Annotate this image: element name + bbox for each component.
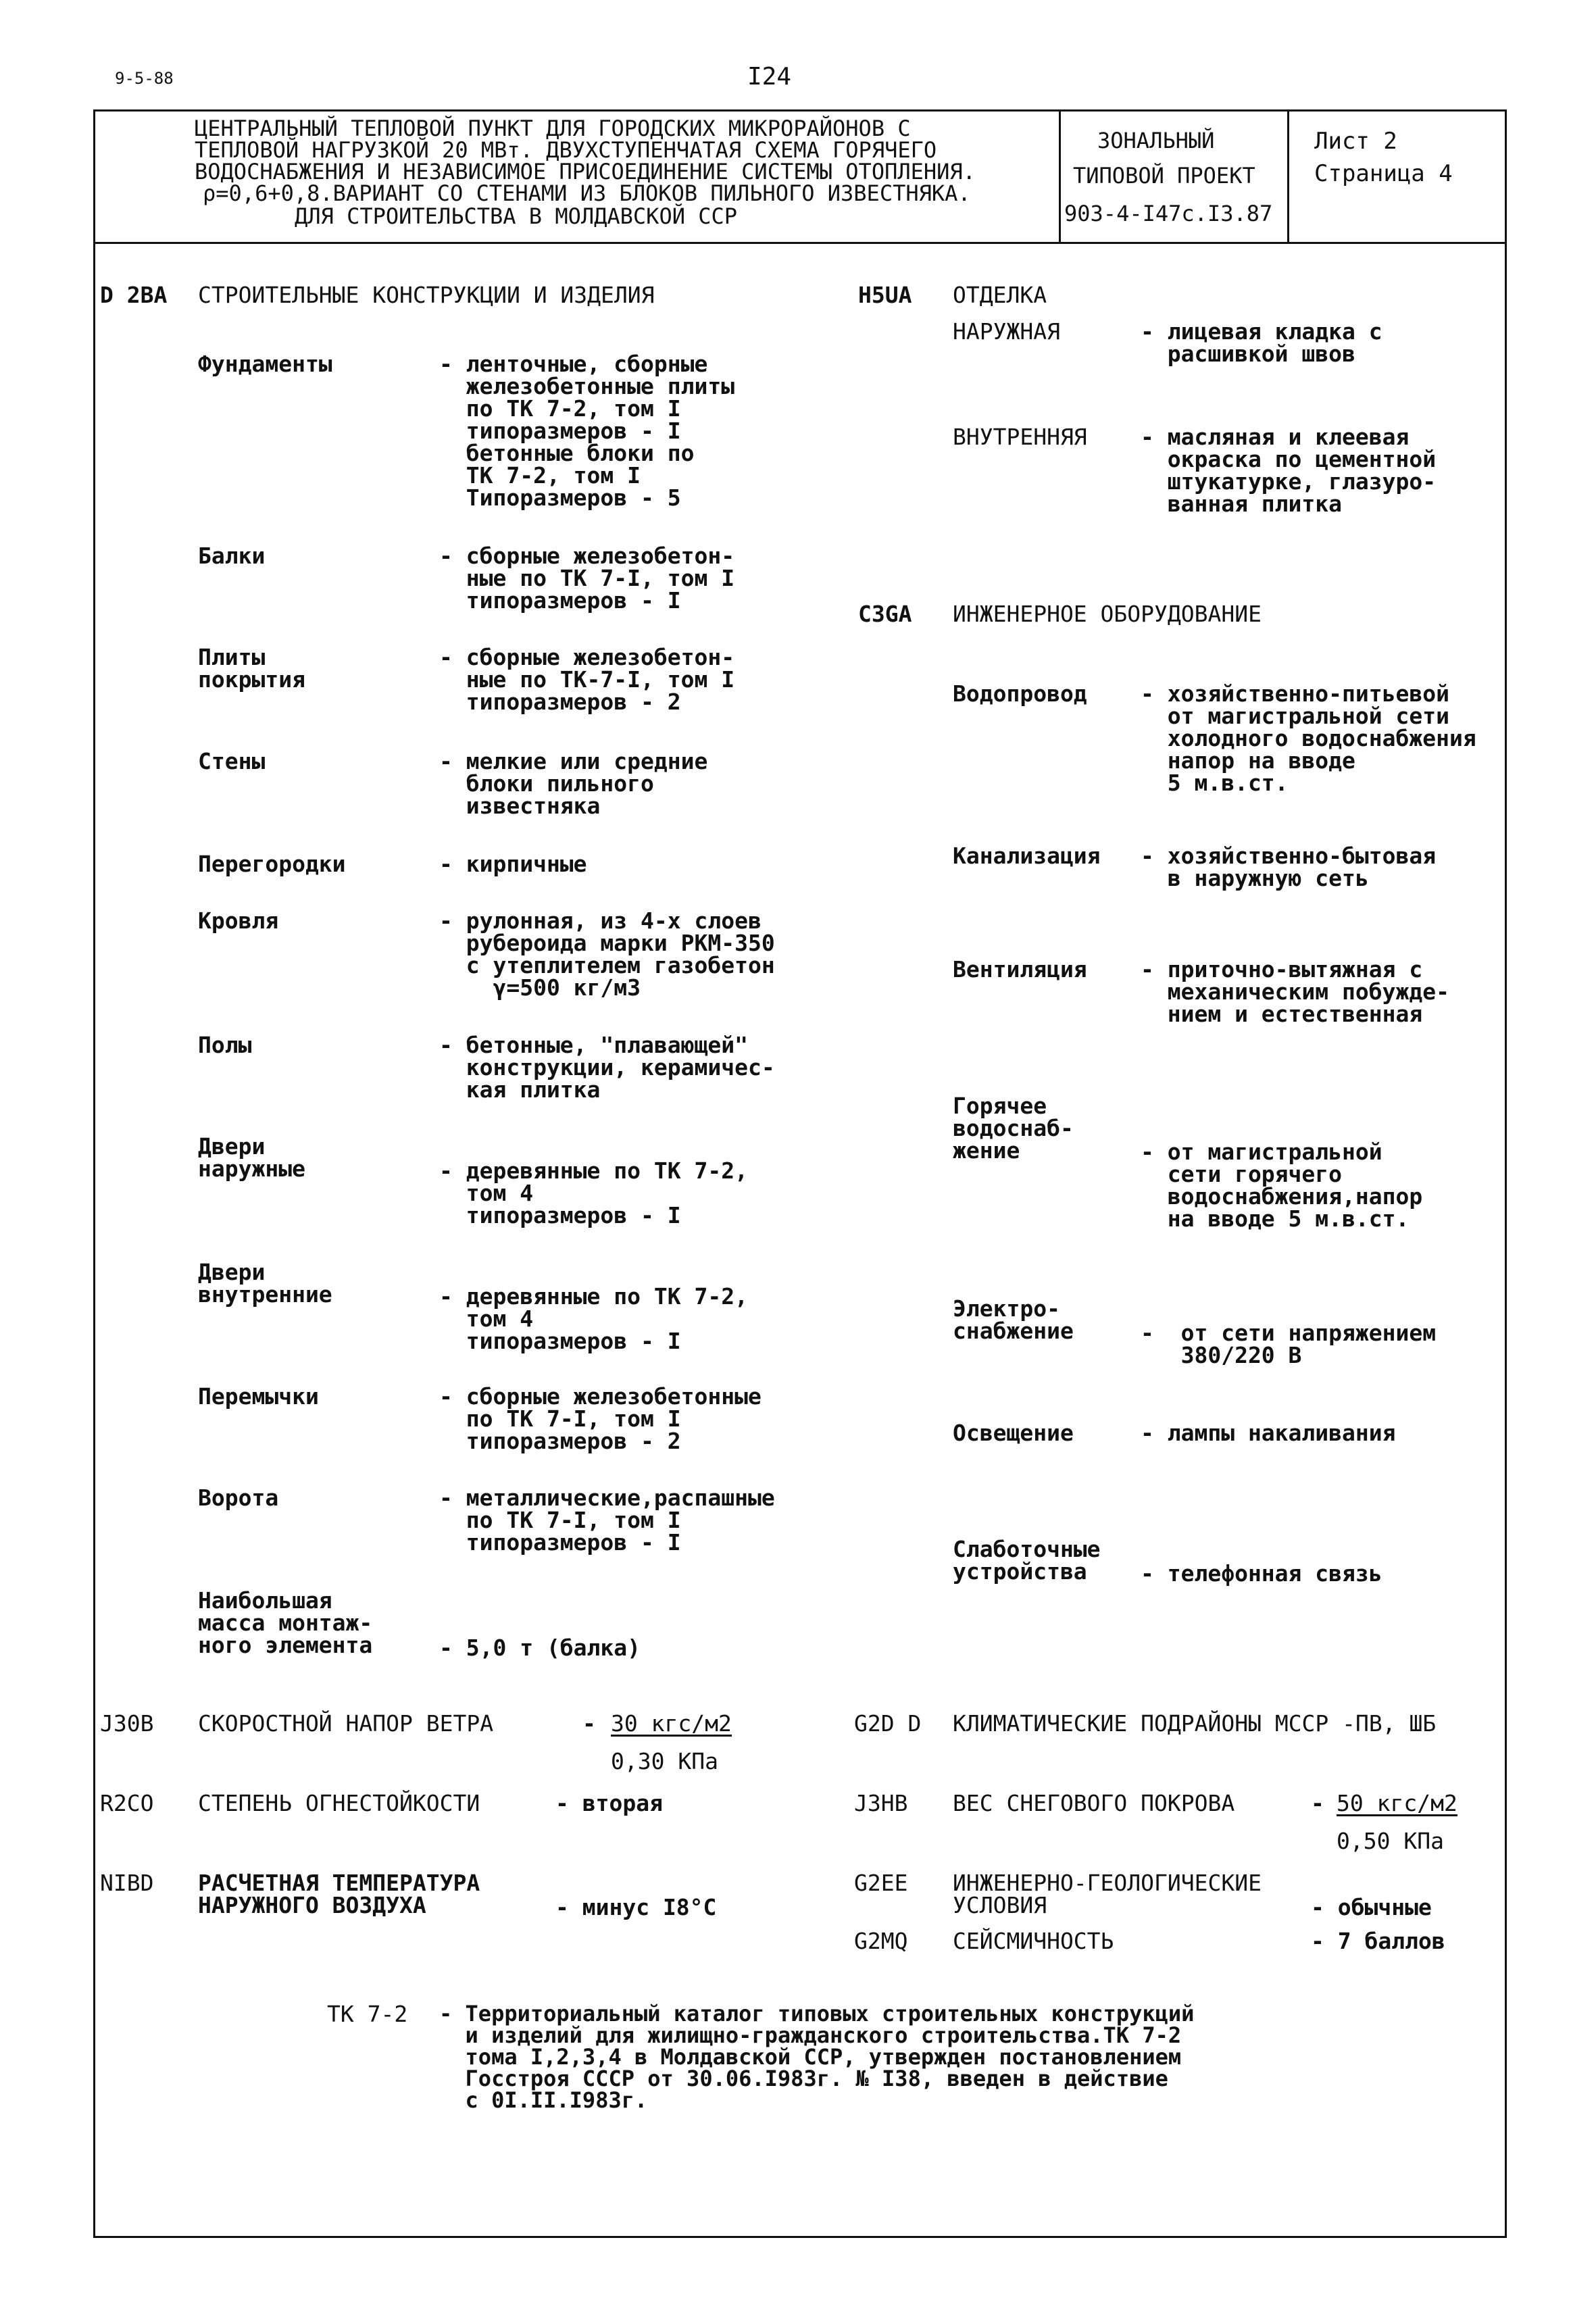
wind-dash: -: [582, 1710, 596, 1737]
ventilation-label: Вентиляция: [953, 956, 1087, 982]
partitions-label: Перегородки: [198, 851, 346, 877]
geo-value: - обычные: [1311, 1894, 1432, 1920]
title-block-divider-2: [1287, 109, 1289, 242]
hot-water-label: Горячее водоснаб- жение: [953, 1093, 1074, 1164]
low-current-label: Слаботочные устройства: [953, 1536, 1101, 1585]
gates-label: Ворота: [198, 1485, 279, 1511]
footnote-key: ТК 7-2: [327, 2001, 408, 2027]
outer-doors-label: Двери наружные: [198, 1133, 305, 1182]
finish-inner-label: ВНУТРЕННЯЯ: [953, 424, 1087, 450]
title-block-divider-1: [1059, 109, 1061, 242]
geo-label: ИНЖЕНЕРНО-ГЕОЛОГИЧЕСКИЕ УСЛОВИЯ: [953, 1870, 1262, 1918]
project-number: 903-4-I47с.I3.87: [1064, 201, 1273, 226]
snow-value-top: 50 кгс/м2: [1337, 1790, 1457, 1816]
walls-value: - мелкие или средние блоки пильного известняка: [439, 748, 708, 819]
floors-value: - бетонные, "плавающей" конструкции, керамичес- кая плитка: [439, 1032, 775, 1103]
sewerage-value: - хозяйственно-бытовая в наружную сеть: [1141, 843, 1437, 891]
water-supply-value: - хозяйственно-питьевой от магистральной сети холодного водоснабжения напор на вводе 5 м.в.ст.: [1141, 680, 1476, 796]
title-line-4: ρ=0,6+0,8.ВАРИАНТ СО СТЕНАМИ ИЗ БЛОКОВ ПИЛЬНОГО ИЗВЕСТНЯКА.: [203, 180, 971, 206]
walls-label: Стены: [198, 748, 266, 774]
title-line-3: ВОДОСНАБЖЕНИЯ И НЕЗАВИСИМОЕ ПРИСОЕДИНЕНИЕ СИСТЕМЫ ОТОПЛЕНИЯ.: [195, 159, 976, 184]
equipment-title: ИНЖЕНЕРНОЕ ОБОРУДОВАНИЕ: [953, 601, 1262, 627]
snow-label: ВЕС СНЕГОВОГО ПОКРОВА: [953, 1790, 1235, 1816]
slabs-value: - сборные железобетон- ные по ТК-7-I, том I типоразмеров - 2: [439, 644, 735, 715]
construction-code: D 2BA: [100, 282, 168, 308]
power-supply-value: - от сети напряжением 380/220 В: [1141, 1320, 1437, 1368]
fire-code: R2CO: [100, 1790, 154, 1816]
wind-value-top: 30 кгс/м2: [611, 1710, 732, 1737]
project-type: ТИПОВОЙ ПРОЕКТ: [1073, 163, 1255, 189]
power-supply-label: Электро- снабжение: [953, 1295, 1074, 1344]
title-line-2: ТЕПЛОВОЙ НАГРУЗКОЙ 20 МВт. ДВУХСТУПЕНЧАТАЯ СХЕМА ГОРЯЧЕГО: [195, 137, 937, 163]
hot-water-value: - от магистральной сети горячего водоснабжения,напор на вводе 5 м.в.ст.: [1141, 1139, 1423, 1232]
title-block-bottom-rule: [93, 242, 1507, 244]
finish-inner-value: - масляная и клеевая окраска по цементной штукатурке, глазуро- ванная плитка: [1141, 424, 1437, 517]
lighting-label: Освещение: [953, 1420, 1074, 1446]
foundations-value: - ленточные, сборные железобетонные плиты по ТК 7-2, том I типоразмеров - I бетонные блоки по ТК 7-2, том I Типоразмеров - 5: [439, 351, 735, 511]
fire-label: СТЕПЕНЬ ОГНЕСТОЙКОСТИ: [198, 1790, 480, 1816]
low-current-value: - телефонная связь: [1141, 1560, 1382, 1587]
equipment-code: C3GA: [858, 601, 912, 627]
temp-code: NIBD: [100, 1870, 154, 1896]
lintels-label: Перемычки: [198, 1383, 319, 1410]
snow-dash: -: [1311, 1790, 1324, 1816]
title-line-5: ДЛЯ СТРОИТЕЛЬСТВА В МОЛДАВСКОЙ ССР: [295, 203, 738, 229]
temp-label: РАСЧЕТНАЯ ТЕМПЕРАТУРА НАРУЖНОГО ВОЗДУХА: [198, 1870, 480, 1918]
wind-label: СКОРОСТНОЙ НАПОР ВЕТРА: [198, 1710, 494, 1737]
slabs-label: Плиты покрытия: [198, 644, 305, 693]
ventilation-value: - приточно-вытяжная с механическим побужде- нием и естественная: [1141, 956, 1449, 1027]
inner-doors-label: Двери внутренние: [198, 1259, 332, 1308]
roof-label: Кровля: [198, 907, 279, 934]
finish-outer-value: - лицевая кладка с расшивкой швов: [1141, 318, 1382, 367]
roof-value: - рулонная, из 4-х слоев рубероида марки РКМ-350 с утеплителем газобетон γ=500 кг/м3: [439, 907, 775, 1001]
geo-code: G2EE: [854, 1870, 908, 1896]
page-label: Страница 4: [1314, 160, 1453, 187]
max-mass-label: Наибольшая масса монтаж- ного элемента: [198, 1587, 373, 1658]
seismic-code: G2MQ: [854, 1928, 908, 1954]
title-line-1: ЦЕНТРАЛЬНЫЙ ТЕПЛОВОЙ ПУНКТ ДЛЯ ГОРОДСКИХ МИКРОРАЙОНОВ С: [195, 116, 911, 141]
construction-title: СТРОИТЕЛЬНЫЕ КОНСТРУКЦИИ И ИЗДЕЛИЯ: [198, 282, 655, 308]
finish-title: ОТДЕЛКА: [953, 282, 1047, 308]
wind-value-bottom: 0,30 КПа: [611, 1748, 718, 1774]
footnote-text: - Территориальный каталог типовых строительных конструкций и изделий для жилищно-гражданского строительства.ТК 7-2 тома I,2,3,4 в Молдавской ССР, утвержден постановлением Госстроя СССР от 30.06.I983г. № I38, введен в действие с 0I.II.I983г.: [439, 2001, 1195, 2113]
sheet-number: Лист 2: [1314, 128, 1397, 155]
sewerage-label: Канализация: [953, 843, 1101, 869]
wind-code: J30B: [100, 1710, 154, 1737]
page-date: 9-5-88: [115, 69, 174, 88]
snow-code: J3HB: [854, 1790, 908, 1816]
fire-value: - вторая: [555, 1790, 663, 1816]
inner-doors-value: - деревянные по ТК 7-2, том 4 типоразмеров - I: [439, 1283, 748, 1354]
temp-value: - минус I8°С: [555, 1894, 717, 1920]
beams-value: - сборные железобетон- ные по ТК 7-I, том I типоразмеров - I: [439, 543, 735, 614]
finish-outer-label: НАРУЖНАЯ: [953, 318, 1060, 345]
floors-label: Полы: [198, 1032, 252, 1058]
climate-label: КЛИМАТИЧЕСКИЕ ПОДРАЙОНЫ МССР -ПВ, ШБ: [953, 1710, 1437, 1737]
gates-value: - металлические,распашные по ТК 7-I, том I типоразмеров - I: [439, 1485, 775, 1555]
climate-code: G2D D: [854, 1710, 922, 1737]
snow-value-bottom: 0,50 КПа: [1337, 1828, 1444, 1854]
water-supply-label: Водопровод: [953, 680, 1087, 707]
seismic-value: - 7 баллов: [1311, 1928, 1445, 1954]
foundations-label: Фундаменты: [198, 351, 332, 377]
seismic-label: СЕЙСМИЧНОСТЬ: [953, 1928, 1114, 1954]
lintels-value: - сборные железобетонные по ТК 7-I, том I типоразмеров - 2: [439, 1383, 762, 1454]
finish-code: H5UA: [858, 282, 912, 308]
beams-label: Балки: [198, 543, 266, 569]
partitions-value: - кирпичные: [439, 851, 587, 877]
lighting-value: - лампы накаливания: [1141, 1420, 1396, 1446]
max-mass-value: - 5,0 т (балка): [439, 1635, 641, 1661]
outer-doors-value: - деревянные по ТК 7-2, том 4 типоразмеров - I: [439, 1158, 748, 1228]
page-number: I24: [747, 63, 792, 91]
project-zonal: ЗОНАЛЬНЫЙ: [1097, 128, 1215, 153]
